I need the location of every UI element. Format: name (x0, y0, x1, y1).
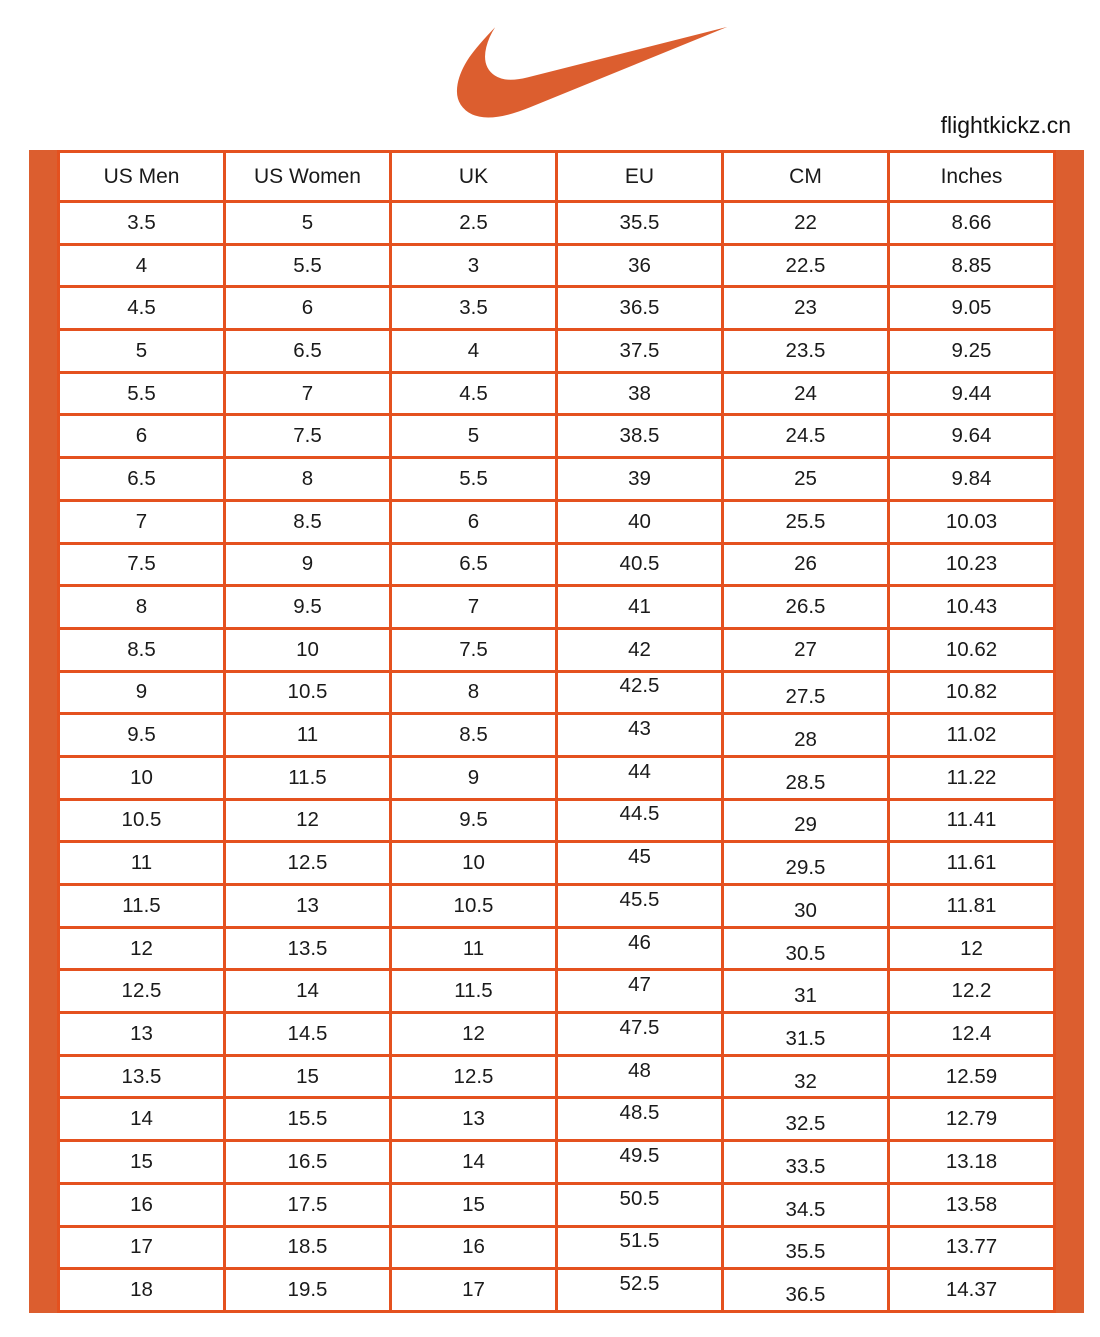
cell-us-women: 11 (225, 714, 391, 757)
cell-eu: 38 (557, 372, 723, 415)
cell-cm: 23 (723, 287, 889, 330)
column-header-uk: UK (391, 152, 557, 202)
cell-inches: 12 (889, 927, 1055, 970)
cell-eu: 49.5 (557, 1135, 723, 1178)
cell-us-women: 11.5 (225, 756, 391, 799)
cell-cm: 30.5 (723, 932, 889, 975)
cell-us-men: 12.5 (59, 970, 225, 1013)
cell-inches: 9.84 (889, 458, 1055, 501)
cell-eu: 36 (557, 244, 723, 287)
cell-us-men: 16 (59, 1183, 225, 1226)
cell-us-men: 7.5 (59, 543, 225, 586)
cell-eu: 38.5 (557, 415, 723, 458)
cell-us-men: 11.5 (59, 885, 225, 928)
cell-uk: 3.5 (391, 287, 557, 330)
cell-cm: 32.5 (723, 1103, 889, 1146)
cell-cm: 26 (723, 543, 889, 586)
cell-uk: 14 (391, 1141, 557, 1184)
table-row (59, 244, 1055, 287)
cell-us-women: 5.5 (225, 244, 391, 287)
cell-us-women: 10.5 (225, 671, 391, 714)
cell-uk: 7 (391, 586, 557, 629)
cell-cm: 26.5 (723, 586, 889, 629)
cell-uk: 7.5 (391, 628, 557, 671)
cell-us-men: 14 (59, 1098, 225, 1141)
cell-inches: 10.43 (889, 586, 1055, 629)
cell-us-men: 5.5 (59, 372, 225, 415)
cell-eu: 48 (557, 1049, 723, 1092)
cell-uk: 6 (391, 500, 557, 543)
cell-us-women: 7.5 (225, 415, 391, 458)
cell-us-men: 6.5 (59, 458, 225, 501)
cell-inches: 9.05 (889, 287, 1055, 330)
cell-us-women: 16.5 (225, 1141, 391, 1184)
cell-inches: 14.37 (889, 1269, 1055, 1312)
cell-uk: 10 (391, 842, 557, 885)
cell-cm: 28 (723, 719, 889, 762)
cell-inches: 9.44 (889, 372, 1055, 415)
cell-uk: 16 (391, 1226, 557, 1269)
cell-inches: 10.23 (889, 543, 1055, 586)
cell-us-women: 5 (225, 202, 391, 245)
table-row (59, 500, 1055, 543)
cell-uk: 4.5 (391, 372, 557, 415)
cell-us-men: 8.5 (59, 628, 225, 671)
table-row (59, 202, 1055, 245)
table-row (59, 1269, 1055, 1312)
cell-inches: 12.4 (889, 1013, 1055, 1056)
cell-cm: 27 (723, 628, 889, 671)
cell-us-men: 8 (59, 586, 225, 629)
cell-eu: 39 (557, 458, 723, 501)
size-chart (29, 150, 1084, 1313)
cell-cm: 24.5 (723, 415, 889, 458)
cell-us-women: 15.5 (225, 1098, 391, 1141)
table-row (59, 372, 1055, 415)
cell-us-women: 13 (225, 885, 391, 928)
cell-us-men: 5 (59, 330, 225, 373)
cell-inches: 10.82 (889, 671, 1055, 714)
cell-us-men: 10.5 (59, 799, 225, 842)
cell-us-men: 11 (59, 842, 225, 885)
cell-inches: 11.41 (889, 799, 1055, 842)
cell-uk: 17 (391, 1269, 557, 1312)
cell-cm: 35.5 (723, 1231, 889, 1274)
cell-us-men: 4 (59, 244, 225, 287)
cell-cm: 28.5 (723, 761, 889, 804)
cell-uk: 9 (391, 756, 557, 799)
cell-inches: 11.02 (889, 714, 1055, 757)
table-row (59, 543, 1055, 586)
cell-inches: 10.03 (889, 500, 1055, 543)
cell-inches: 10.62 (889, 628, 1055, 671)
cell-uk: 12 (391, 1013, 557, 1056)
cell-cm: 27.5 (723, 676, 889, 719)
table-header (59, 152, 1055, 202)
cell-us-men: 13.5 (59, 1055, 225, 1098)
cell-eu: 45.5 (557, 879, 723, 922)
cell-uk: 6.5 (391, 543, 557, 586)
cell-uk: 11.5 (391, 970, 557, 1013)
cell-us-men: 4.5 (59, 287, 225, 330)
cell-us-women: 9.5 (225, 586, 391, 629)
cell-us-women: 12.5 (225, 842, 391, 885)
cell-cm: 29.5 (723, 847, 889, 890)
cell-eu: 47 (557, 964, 723, 1007)
cell-eu: 36.5 (557, 287, 723, 330)
cell-uk: 11 (391, 927, 557, 970)
cell-uk: 15 (391, 1183, 557, 1226)
cell-us-women: 7 (225, 372, 391, 415)
cell-us-women: 14.5 (225, 1013, 391, 1056)
cell-eu: 48.5 (557, 1092, 723, 1135)
cell-inches: 11.22 (889, 756, 1055, 799)
cell-uk: 5.5 (391, 458, 557, 501)
cell-cm: 33.5 (723, 1146, 889, 1189)
cell-uk: 12.5 (391, 1055, 557, 1098)
cell-cm: 36.5 (723, 1274, 889, 1317)
table-row (59, 458, 1055, 501)
cell-us-men: 12 (59, 927, 225, 970)
cell-us-men: 6 (59, 415, 225, 458)
cell-eu: 35.5 (557, 202, 723, 245)
cell-us-men: 13 (59, 1013, 225, 1056)
cell-us-women: 17.5 (225, 1183, 391, 1226)
cell-cm: 25.5 (723, 500, 889, 543)
cell-eu: 44 (557, 750, 723, 793)
cell-cm: 22.5 (723, 244, 889, 287)
cell-uk: 8.5 (391, 714, 557, 757)
cell-cm: 22 (723, 202, 889, 245)
cell-cm: 30 (723, 890, 889, 933)
size-table (57, 150, 1056, 1313)
cell-inches: 9.64 (889, 415, 1055, 458)
cell-us-women: 19.5 (225, 1269, 391, 1312)
cell-us-women: 8 (225, 458, 391, 501)
cell-us-women: 12 (225, 799, 391, 842)
cell-inches: 11.81 (889, 885, 1055, 928)
cell-us-men: 9.5 (59, 714, 225, 757)
cell-inches: 12.2 (889, 970, 1055, 1013)
watermark-text: flightkickz.cn (940, 112, 1071, 138)
cell-us-women: 6 (225, 287, 391, 330)
table-body (59, 202, 1055, 1312)
cell-us-men: 7 (59, 500, 225, 543)
cell-uk: 9.5 (391, 799, 557, 842)
left-accent-bar (29, 150, 57, 1313)
cell-cm: 31 (723, 975, 889, 1018)
cell-eu: 47.5 (557, 1007, 723, 1050)
cell-inches: 12.59 (889, 1055, 1055, 1098)
cell-us-women: 9 (225, 543, 391, 586)
cell-cm: 32 (723, 1060, 889, 1103)
column-header-us-women: US Women (225, 152, 391, 202)
cell-inches: 13.77 (889, 1226, 1055, 1269)
cell-inches: 9.25 (889, 330, 1055, 373)
cell-us-women: 13.5 (225, 927, 391, 970)
cell-uk: 10.5 (391, 885, 557, 928)
cell-cm: 24 (723, 372, 889, 415)
cell-inches: 11.61 (889, 842, 1055, 885)
cell-inches: 8.66 (889, 202, 1055, 245)
cell-us-men: 17 (59, 1226, 225, 1269)
column-header-eu: EU (557, 152, 723, 202)
cell-inches: 13.58 (889, 1183, 1055, 1226)
cell-eu: 51.5 (557, 1220, 723, 1263)
cell-eu: 46 (557, 921, 723, 964)
cell-cm: 31.5 (723, 1018, 889, 1061)
column-header-cm: CM (723, 152, 889, 202)
cell-us-men: 3.5 (59, 202, 225, 245)
cell-eu: 52.5 (557, 1263, 723, 1306)
cell-us-men: 9 (59, 671, 225, 714)
cell-eu: 40 (557, 500, 723, 543)
cell-cm: 29 (723, 804, 889, 847)
table-row (59, 415, 1055, 458)
cell-inches: 8.85 (889, 244, 1055, 287)
table-row (59, 287, 1055, 330)
cell-uk: 8 (391, 671, 557, 714)
cell-eu: 43 (557, 708, 723, 751)
cell-uk: 4 (391, 330, 557, 373)
cell-uk: 13 (391, 1098, 557, 1141)
cell-us-women: 10 (225, 628, 391, 671)
cell-us-men: 15 (59, 1141, 225, 1184)
cell-us-women: 6.5 (225, 330, 391, 373)
column-header-us-men: US Men (59, 152, 225, 202)
cell-eu: 41 (557, 586, 723, 629)
cell-inches: 12.79 (889, 1098, 1055, 1141)
cell-us-men: 18 (59, 1269, 225, 1312)
cell-us-men: 10 (59, 756, 225, 799)
cell-us-women: 8.5 (225, 500, 391, 543)
cell-eu: 42 (557, 628, 723, 671)
cell-uk: 3 (391, 244, 557, 287)
cell-uk: 5 (391, 415, 557, 458)
cell-cm: 25 (723, 458, 889, 501)
cell-us-women: 18.5 (225, 1226, 391, 1269)
cell-cm: 23.5 (723, 330, 889, 373)
header-row (59, 152, 1055, 202)
right-accent-bar (1056, 150, 1084, 1313)
cell-us-women: 14 (225, 970, 391, 1013)
cell-eu: 40.5 (557, 543, 723, 586)
cell-eu: 44.5 (557, 793, 723, 836)
table-row (59, 330, 1055, 373)
cell-inches: 13.18 (889, 1141, 1055, 1184)
cell-eu: 42.5 (557, 665, 723, 708)
nike-swoosh-icon (453, 25, 731, 119)
cell-eu: 37.5 (557, 330, 723, 373)
cell-uk: 2.5 (391, 202, 557, 245)
table-row (59, 586, 1055, 629)
cell-us-women: 15 (225, 1055, 391, 1098)
cell-eu: 45 (557, 836, 723, 879)
cell-cm: 34.5 (723, 1188, 889, 1231)
cell-eu: 50.5 (557, 1177, 723, 1220)
column-header-inches: Inches (889, 152, 1055, 202)
